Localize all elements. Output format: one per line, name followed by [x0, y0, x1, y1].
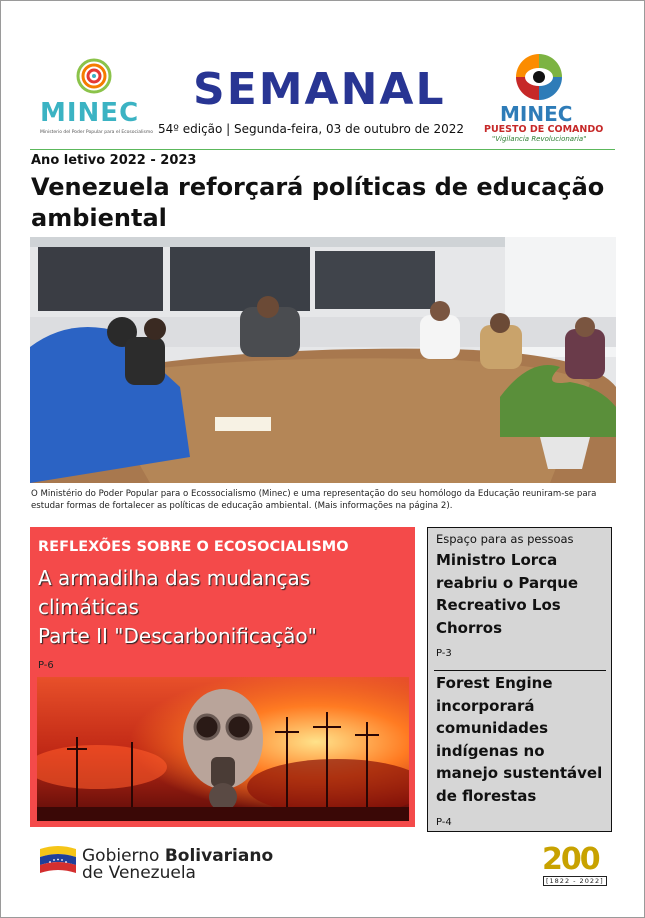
- sidebar-divider: [434, 670, 606, 671]
- lead-headline: Venezuela reforçará políticas de educação ambiental: [31, 173, 605, 232]
- feature-kicker: REFLEXÕES SOBRE O ECOSOCIALISMO: [38, 539, 349, 555]
- government-line1-a: Gobierno: [82, 846, 165, 866]
- government-logo-text: [82, 848, 273, 882]
- photo-caption: O Ministério do Poder Popular para o Ecossocialismo (Minec) e uma representação do seu homólogo da Educação reuniram-se para estudar formas de fortalecer as políticas de educação ambiental. (Mais informações na página 2).: [31, 489, 597, 511]
- minec-logo-subtitle: Ministerio del Poder Popular para el Ecosocialismo: [40, 130, 153, 135]
- government-line2: de Venezuela: [82, 863, 196, 883]
- sidebar-section-label: Espaço para as pessoas: [436, 532, 574, 546]
- climate-illustration: [37, 677, 409, 821]
- sidebar-story-2-page: P-4: [436, 817, 452, 828]
- sidebar-box: [427, 527, 612, 832]
- bicentennial-logo-icon: [542, 838, 610, 886]
- bicentennial-number: 200: [542, 842, 599, 877]
- venezuela-flag-icon: [38, 843, 78, 879]
- feature-title-line2: climáticas: [38, 595, 139, 619]
- feature-box[interactable]: [30, 527, 415, 827]
- minec-logo-left: [38, 58, 153, 138]
- sidebar-story-1[interactable]: Ministro Lorca reabriu o Parque Recreativo Los Chorros: [436, 551, 579, 637]
- feature-title-line3: Parte II "Descarbonificação": [38, 624, 317, 648]
- minec-swirl-icon: [76, 58, 112, 94]
- meeting-photo: [30, 237, 616, 483]
- sidebar-story-1-page: P-3: [436, 648, 452, 659]
- edition-line: 54º edição | Segunda-feira, 03 de outubro de 2022: [158, 122, 464, 136]
- minec-eye-icon: [512, 50, 566, 104]
- feature-title: [38, 564, 408, 651]
- government-line1-b: Bolivariano: [164, 846, 274, 866]
- lead-kicker: Ano letivo 2022 - 2023: [31, 153, 197, 168]
- masthead-title: SEMANAL: [193, 64, 446, 115]
- command-post-logo-name: MINEC: [500, 102, 573, 126]
- feature-title-line1: A armadilha das mudanças: [38, 566, 311, 590]
- command-post-logo-line1: PUESTO DE COMANDO: [484, 124, 604, 135]
- feature-page-ref: P-6: [38, 660, 54, 671]
- bicentennial-years: [1822 - 2022]: [543, 876, 607, 886]
- minec-logo-text: MINEC: [40, 98, 140, 128]
- header-divider: [30, 149, 615, 150]
- command-post-logo: [482, 50, 602, 145]
- command-post-logo-line2: "Vigilancia Revolucionaria": [492, 135, 587, 143]
- sidebar-story-2[interactable]: Forest Engine incorporará comunidades indígenas no manejo sustentável de florestas: [436, 674, 603, 805]
